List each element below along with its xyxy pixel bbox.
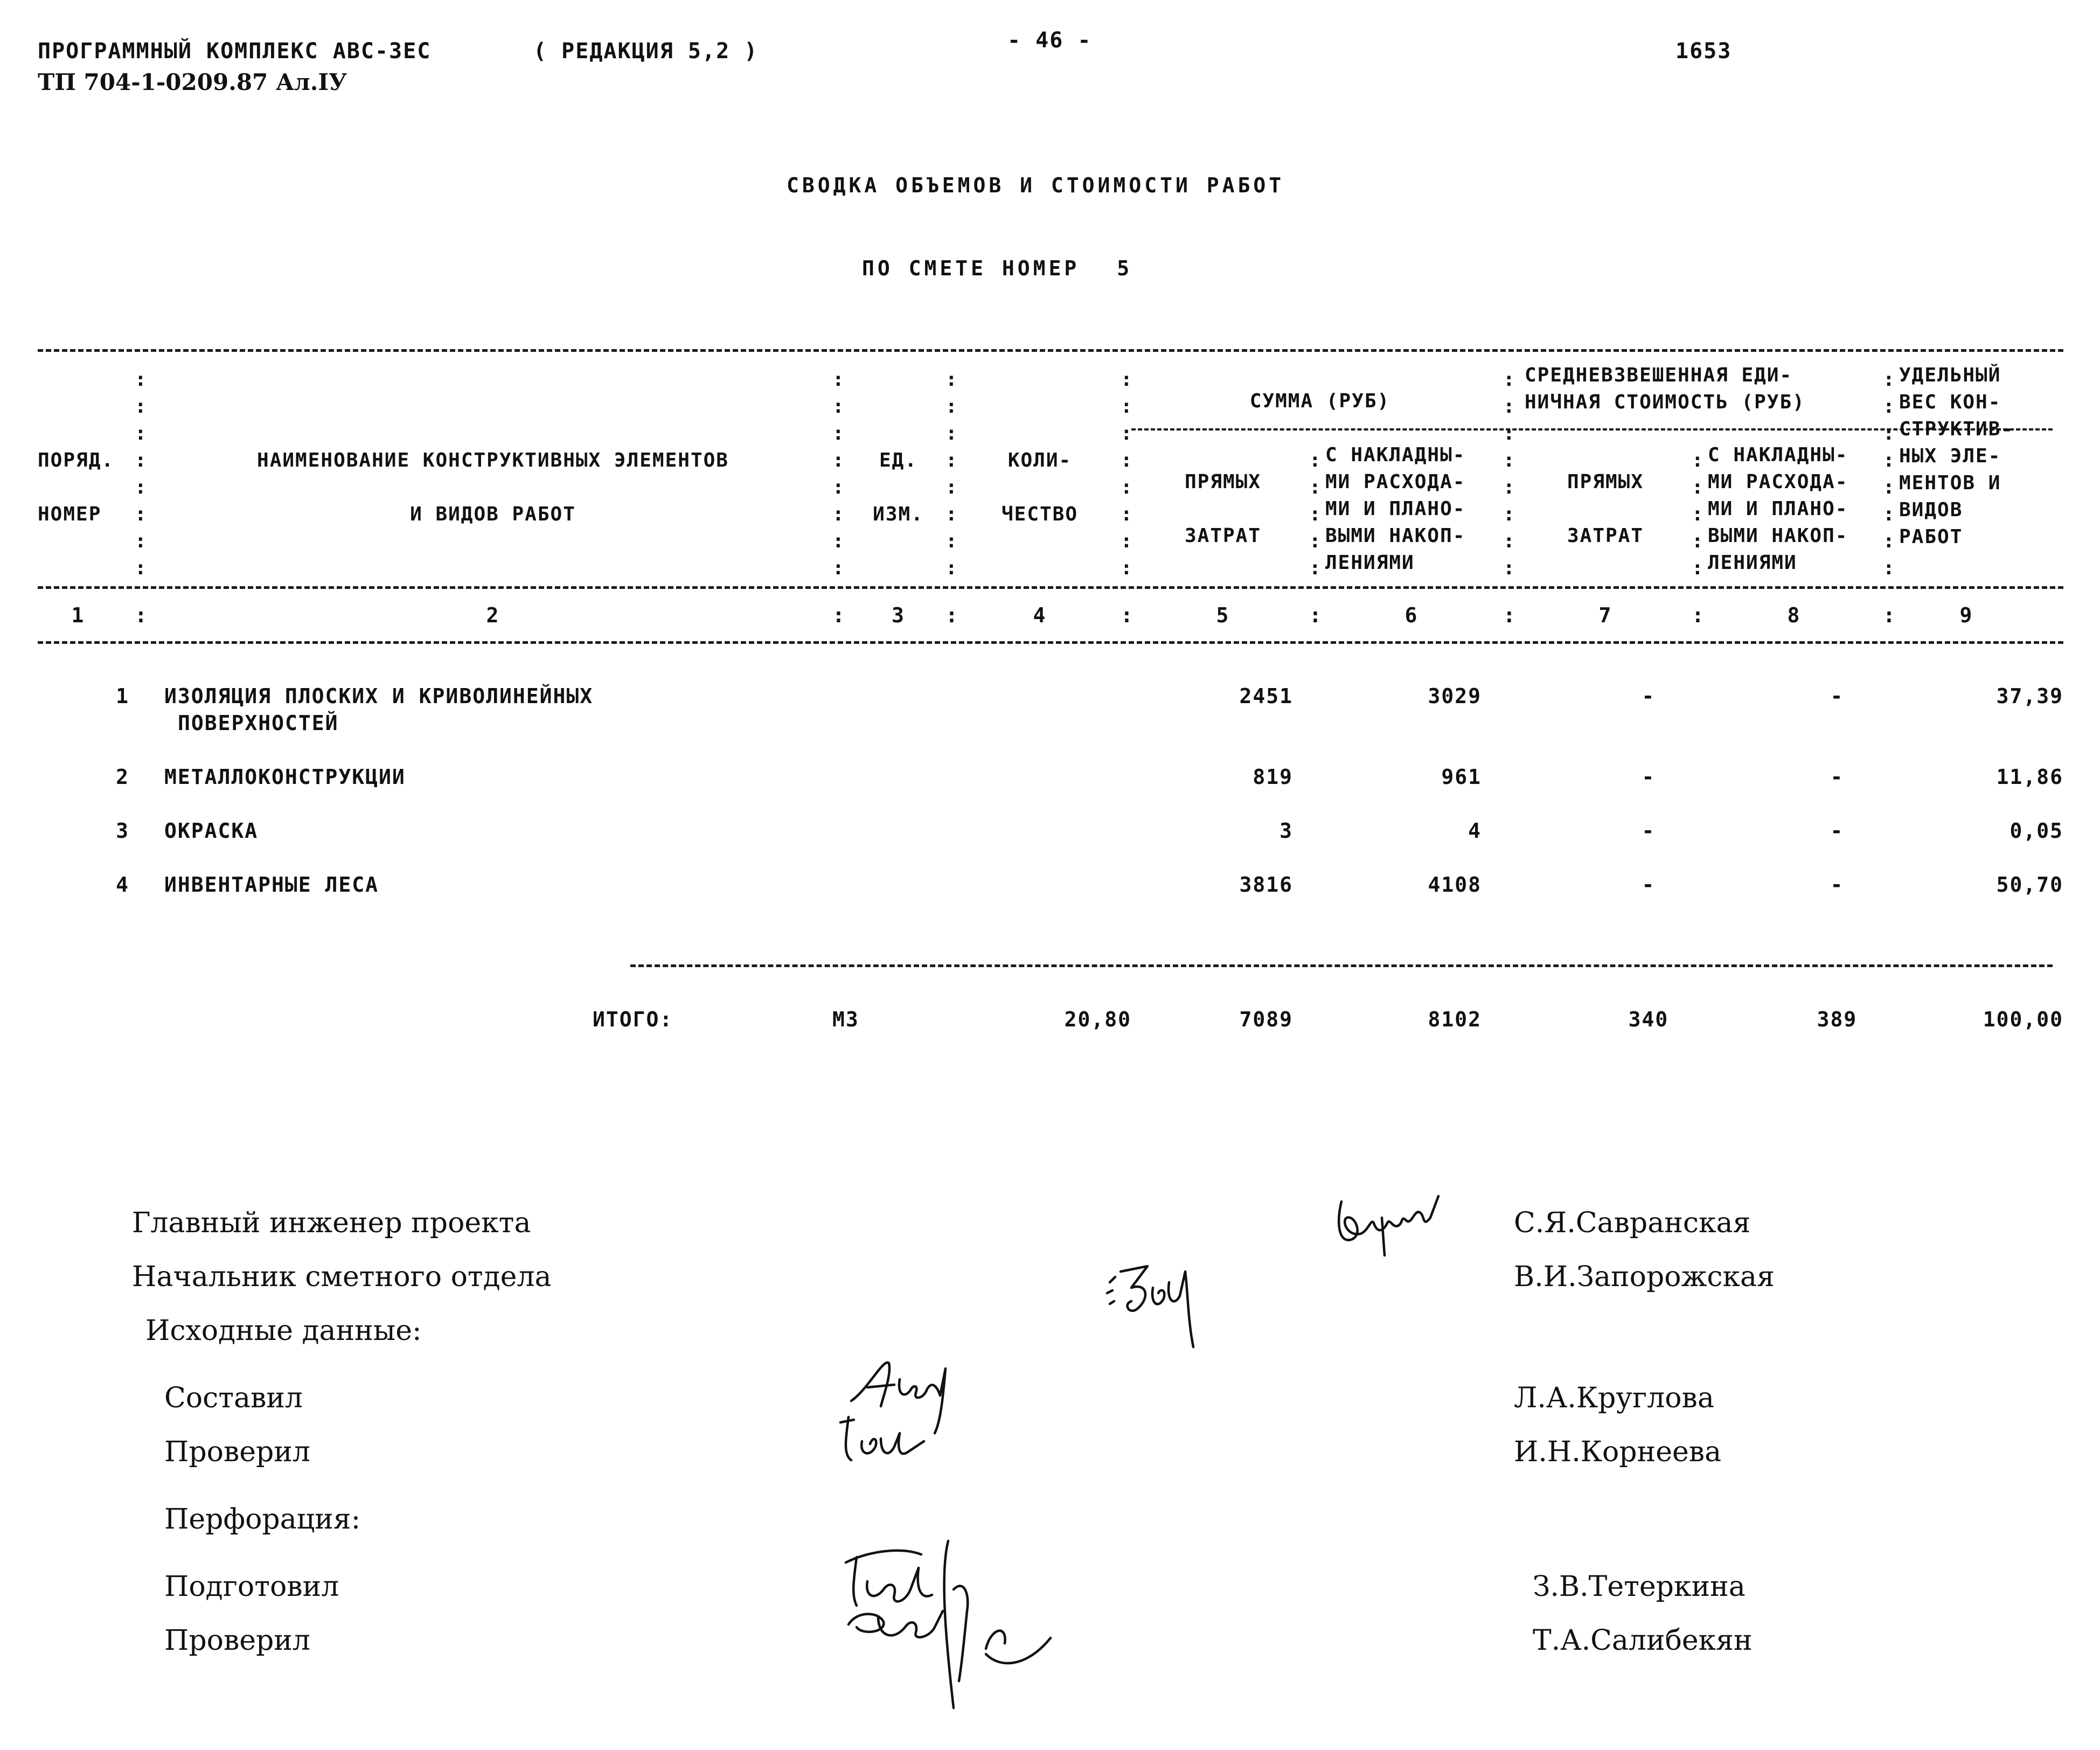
column-separator: : — [1121, 603, 1134, 627]
row-share: 37,39 — [1996, 684, 2063, 708]
estimate-head-name: В.И.Запорожская — [1514, 1261, 1775, 1293]
column-number: 4 — [1033, 603, 1047, 627]
header-line: СТРУКТИВ- — [1899, 418, 2014, 440]
col-header-avg-direct — [1525, 469, 1686, 550]
row-avg-direct: - — [1642, 873, 1656, 897]
header-separator: : : : : : : : : — [135, 369, 148, 579]
checked-name: И.Н.Корнеева — [1514, 1436, 1722, 1468]
column-number: 8 — [1787, 603, 1801, 627]
row-direct-cost: 819 — [1253, 765, 1293, 789]
header-line: НИЧНАЯ СТОИМОСТЬ (РУБ) — [1525, 391, 1805, 413]
program-name: ПРОГРАММНЫЙ КОМПЛЕКС АВС-ЗЕС — [38, 39, 432, 64]
header-line: ЗАТРАТ — [1184, 525, 1262, 547]
prepared-name: З.В.Тетеркина — [1533, 1571, 1746, 1603]
column-separator: : — [135, 603, 148, 627]
row-direct-cost: 3816 — [1239, 873, 1293, 897]
col-header-unit — [851, 447, 945, 528]
column-separator: : — [1503, 603, 1517, 627]
col-header-overhead — [1325, 442, 1465, 577]
estimate-head-label: Начальник сметного отдела — [132, 1261, 552, 1293]
row-avg-direct: - — [1642, 684, 1656, 708]
total-share: 100,00 — [1983, 1008, 2063, 1031]
header-line: ВЕС КОН- — [1899, 391, 2001, 413]
group-header-sum: СУММА (РУБ) — [1249, 390, 1390, 412]
row-name-continued: ПОВЕРХНОСТЕЙ — [178, 711, 339, 735]
row-share: 0,05 — [2009, 819, 2063, 843]
header-line: ЛЕНИЯМИ — [1325, 552, 1415, 574]
col-header-avg-overhead — [1708, 442, 1848, 577]
header-separator: : : : : : : : : — [1503, 369, 1516, 579]
header-line: НОМЕР — [38, 503, 102, 525]
column-number: 1 — [71, 603, 85, 627]
header-line: КОЛИ- — [1007, 449, 1072, 471]
column-separator: : — [1883, 603, 1896, 627]
header-line: УДЕЛЬНЫЙ — [1899, 364, 2001, 386]
row-overhead-cost: 3029 — [1428, 684, 1482, 708]
compiled-name: Л.А.Круглова — [1514, 1382, 1714, 1414]
header-line: ВИДОВ — [1899, 499, 1963, 521]
compiled-label: Составил — [164, 1382, 303, 1414]
header-line: И ВИДОВ РАБОТ — [410, 503, 576, 525]
column-separator: : — [832, 603, 846, 627]
row-overhead-cost: 4108 — [1428, 873, 1482, 897]
total-quantity: 20,80 — [1064, 1008, 1131, 1031]
header-line: МИ РАСХОДА- — [1325, 471, 1466, 493]
column-number: 7 — [1598, 603, 1612, 627]
chief-engineer-signature — [1331, 1185, 1449, 1263]
header-line: НЫХ ЭЛЕ- — [1899, 445, 2001, 467]
compiled-signature — [830, 1347, 1013, 1479]
header-line: РАБОТ — [1899, 526, 1963, 548]
col-header-order — [38, 447, 114, 528]
col-header-quantity — [964, 447, 1115, 528]
total-unit: М3 — [832, 1008, 859, 1031]
column-separator: : — [1309, 603, 1323, 627]
sheet-code: 1653 — [1675, 39, 1732, 64]
column-number: 2 — [486, 603, 500, 627]
total-avg-overhead: 389 — [1817, 1008, 1858, 1031]
row-avg-direct: - — [1642, 819, 1656, 843]
header-line: ПРЯМЫХ — [1184, 471, 1262, 493]
table-top-rule — [38, 349, 2063, 352]
total-direct-cost: 7089 — [1239, 1008, 1293, 1031]
row-overhead-cost: 961 — [1441, 765, 1482, 789]
document-title: СВОДКА ОБЪЕМОВ И СТОИМОСТИ РАБОТ — [787, 173, 1285, 197]
header-separator: : : : : : — [1309, 449, 1322, 579]
row-avg-overhead: - — [1830, 873, 1844, 897]
column-number: 9 — [1959, 603, 1973, 627]
column-number: 5 — [1216, 603, 1230, 627]
row-avg-overhead: - — [1830, 684, 1844, 708]
row-avg-overhead: - — [1830, 765, 1844, 789]
prepared-signature — [824, 1530, 1083, 1738]
header-line: ВЫМИ НАКОП- — [1325, 525, 1466, 547]
row-number: 4 — [116, 873, 129, 897]
estimate-head-signature — [1099, 1250, 1228, 1360]
row-direct-cost: 3 — [1280, 819, 1293, 843]
column-separator: : — [945, 603, 959, 627]
header-line: ПОРЯД. — [38, 449, 115, 471]
row-name: МЕТАЛЛОКОНСТРУКЦИИ — [164, 765, 406, 789]
header-line: ЗАТРАТ — [1567, 525, 1644, 547]
header-line: ЧЕСТВО — [1001, 503, 1079, 525]
header-line: МЕНТОВ И — [1899, 472, 2001, 494]
total-rule — [630, 964, 2053, 967]
header-line: НАИМЕНОВАНИЕ КОНСТРУКТИВНЫХ ЭЛЕМЕНТОВ — [257, 449, 729, 471]
subtitle-text: ПО СМЕТЕ НОМЕР — [862, 256, 1080, 280]
total-avg-direct: 340 — [1628, 1008, 1669, 1031]
page-number: - 46 - — [1007, 28, 1092, 53]
document-subtitle — [862, 256, 1132, 280]
header-bottom-rule — [38, 586, 2063, 589]
header-separator: : : : : : : : : — [1883, 369, 1896, 579]
header-line: ЛЕНИЯМИ — [1708, 552, 1797, 574]
column-number-rule — [38, 641, 2063, 644]
column-number: 3 — [892, 603, 905, 627]
col-header-direct — [1142, 469, 1304, 550]
header-separator: : : : : : — [1692, 449, 1705, 579]
row-number: 2 — [116, 765, 129, 789]
row-direct-cost: 2451 — [1239, 684, 1293, 708]
source-data-label: Исходные данные: — [145, 1315, 422, 1347]
group-header-avg — [1525, 362, 1805, 416]
header-line: С НАКЛАДНЫ- — [1325, 444, 1466, 466]
estimate-number: 5 — [1117, 256, 1133, 280]
header-separator: : : : : : : : : — [1121, 369, 1134, 579]
header-line: ЕД. — [879, 449, 918, 471]
col-header-share — [1899, 362, 2014, 551]
row-name: ИЗОЛЯЦИЯ ПЛОСКИХ И КРИВОЛИНЕЙНЫХ — [164, 684, 594, 708]
row-number: 1 — [116, 684, 129, 708]
col-header-name — [156, 447, 830, 528]
row-name: ОКРАСКА — [164, 819, 259, 843]
prepared-label: Подготовил — [164, 1571, 339, 1603]
header-line: МИ РАСХОДА- — [1708, 471, 1848, 493]
edition-label: ( РЕДАКЦИЯ 5,2 ) — [533, 39, 759, 64]
chief-engineer-name: С.Я.Савранская — [1514, 1207, 1751, 1239]
chief-engineer-label: Главный инженер проекта — [132, 1207, 531, 1239]
header-line: МИ И ПЛАНО- — [1708, 498, 1848, 520]
header-line: СРЕДНЕВЗВЕШЕННАЯ ЕДИ- — [1525, 364, 1793, 386]
checked-name: Т.А.Салибекян — [1533, 1624, 1753, 1657]
perforation-label: Перфорация: — [164, 1503, 361, 1536]
row-number: 3 — [116, 819, 129, 843]
column-number: 6 — [1404, 603, 1418, 627]
header-line: ПРЯМЫХ — [1567, 471, 1644, 493]
row-share: 50,70 — [1996, 873, 2063, 897]
row-overhead-cost: 4 — [1468, 819, 1482, 843]
checked-label: Проверил — [164, 1624, 310, 1657]
header-line: МИ И ПЛАНО- — [1325, 498, 1466, 520]
total-overhead-cost: 8102 — [1428, 1008, 1482, 1031]
row-name: ИНВЕНТАРНЫЕ ЛЕСА — [164, 873, 379, 897]
column-separator: : — [1692, 603, 1705, 627]
row-share: 11,86 — [1996, 765, 2063, 789]
total-label: ИТОГО: — [593, 1008, 673, 1031]
checked-label: Проверил — [164, 1436, 310, 1468]
header-line: С НАКЛАДНЫ- — [1708, 444, 1848, 466]
row-avg-direct: - — [1642, 765, 1656, 789]
row-avg-overhead: - — [1830, 819, 1844, 843]
project-reference: ТП 704-1-0209.87 Ал.IУ — [38, 69, 347, 95]
header-line: ИЗМ. — [873, 503, 924, 525]
header-separator: : : : : : : : : — [832, 369, 845, 579]
header-separator: : : : : : : : : — [945, 369, 958, 579]
header-line: ВЫМИ НАКОП- — [1708, 525, 1848, 547]
